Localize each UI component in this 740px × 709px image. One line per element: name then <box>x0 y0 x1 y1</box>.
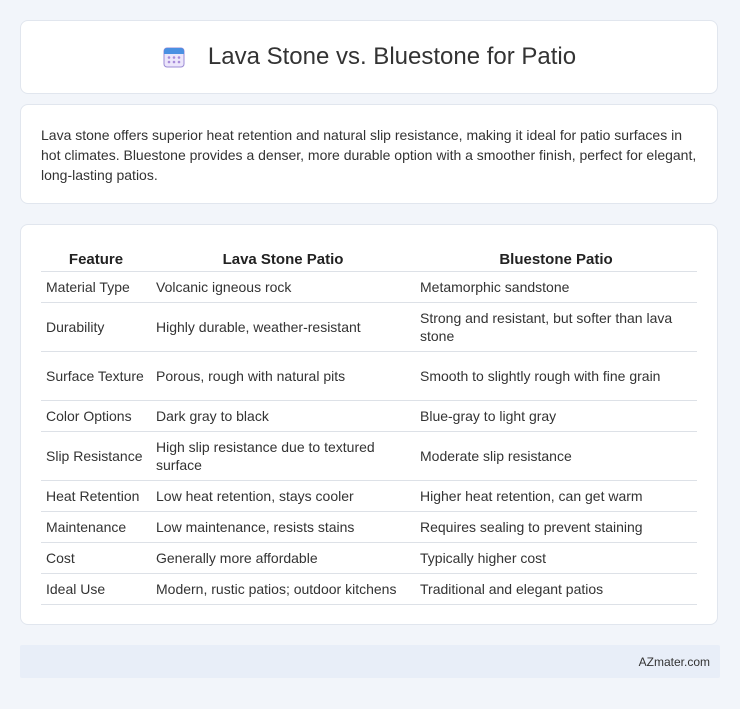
footer-bar <box>20 645 720 678</box>
comparison-card <box>20 224 718 625</box>
table-row <box>41 303 697 352</box>
intro-text: Lava stone offers superior heat retention and natural slip resistance, making it ideal for patio surfaces in hot climates. Bluestone provides a denser, more durable option with a smoother finish, perfect for elegant, long-lasting patios. <box>41 127 697 183</box>
table-row <box>41 352 697 401</box>
bluestone-cell: Moderate slip resistance <box>415 432 697 481</box>
feature-cell: Ideal Use <box>41 574 151 605</box>
table-row <box>41 272 697 303</box>
table-row <box>41 401 697 432</box>
header-feature: Feature <box>41 245 151 272</box>
title-card <box>20 20 718 94</box>
lava-stone-cell: Low maintenance, resists stains <box>151 512 415 543</box>
table-row <box>41 481 697 512</box>
calendar-icon <box>162 45 186 69</box>
feature-cell: Cost <box>41 543 151 574</box>
feature-cell: Maintenance <box>41 512 151 543</box>
feature-cell: Heat Retention <box>41 481 151 512</box>
lava-stone-cell: Modern, rustic patios; outdoor kitchens <box>151 574 415 605</box>
feature-cell: Durability <box>41 303 151 352</box>
header-bluestone: Bluestone Patio <box>415 245 697 272</box>
bluestone-cell: Smooth to slightly rough with fine grain <box>415 352 697 401</box>
bluestone-cell: Higher heat retention, can get warm <box>415 481 697 512</box>
feature-cell: Color Options <box>41 401 151 432</box>
feature-cell: Material Type <box>41 272 151 303</box>
feature-cell: Surface Texture <box>41 352 151 401</box>
table-header-row <box>41 245 697 272</box>
bluestone-cell: Strong and resistant, but softer than lava stone <box>415 303 697 352</box>
feature-cell: Slip Resistance <box>41 432 151 481</box>
bluestone-cell: Typically higher cost <box>415 543 697 574</box>
bluestone-cell: Traditional and elegant patios <box>415 574 697 605</box>
footer-brand: AZmater.com <box>638 654 710 669</box>
comparison-table <box>41 245 697 605</box>
lava-stone-cell: Dark gray to black <box>151 401 415 432</box>
lava-stone-cell: High slip resistance due to textured surface <box>151 432 415 481</box>
lava-stone-cell: Porous, rough with natural pits <box>151 352 415 401</box>
bluestone-cell: Metamorphic sandstone <box>415 272 697 303</box>
lava-stone-cell: Volcanic igneous rock <box>151 272 415 303</box>
intro-card <box>20 104 718 204</box>
table-row <box>41 432 697 481</box>
table-row <box>41 543 697 574</box>
table-row <box>41 512 697 543</box>
table-row <box>41 574 697 605</box>
lava-stone-cell: Generally more affordable <box>151 543 415 574</box>
page-title: Lava Stone vs. Bluestone for Patio <box>207 43 577 70</box>
lava-stone-cell: Low heat retention, stays cooler <box>151 481 415 512</box>
lava-stone-cell: Highly durable, weather-resistant <box>151 303 415 352</box>
bluestone-cell: Requires sealing to prevent staining <box>415 512 697 543</box>
bluestone-cell: Blue-gray to light gray <box>415 401 697 432</box>
header-lava-stone: Lava Stone Patio <box>151 245 415 272</box>
